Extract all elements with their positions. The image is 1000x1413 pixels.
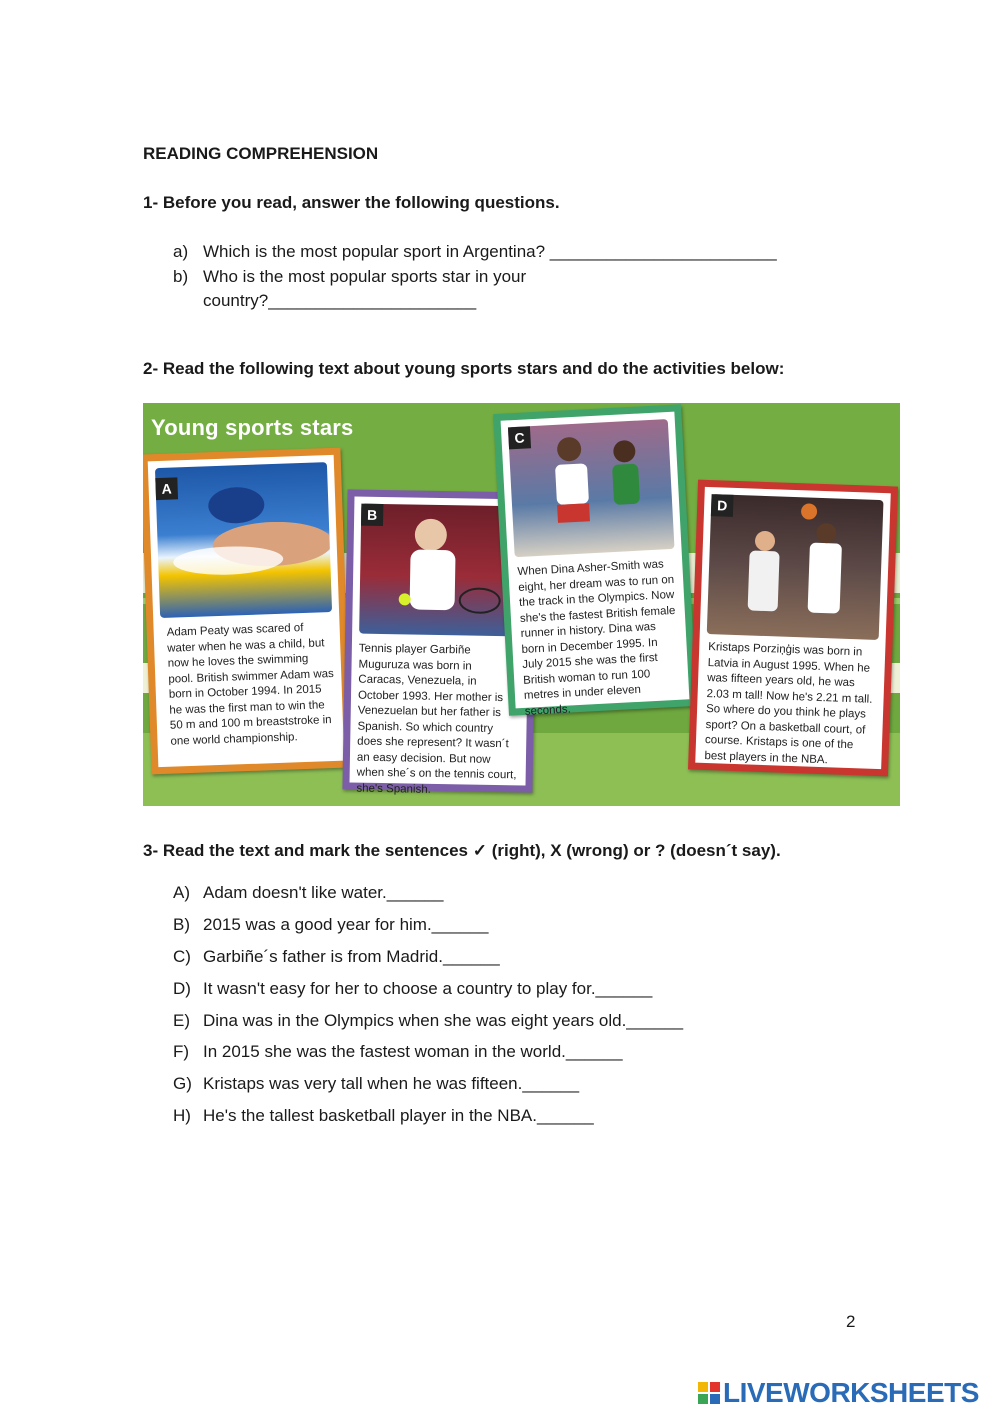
section2-title: 2- Read the following text about young sports stars and do the activities below: bbox=[143, 359, 785, 378]
page-number: 2 bbox=[846, 1312, 856, 1331]
statement-text: He's the tallest basketball player in the NBA.______ bbox=[203, 1106, 594, 1125]
section3-title: 3- Read the text and mark the sentences ✓ (right), X (wrong) or ? (doesn´t say). bbox=[143, 841, 781, 860]
card-text: Kristaps Porziņģis was born in Latvia in August 1995. When he was fifteen years old, he was 2.03 m tall! Now he's 2.21 m tall. So where do you think he plays sport? On a basketball court, of course. Kristaps is one of the best players in the NBA. bbox=[704, 641, 873, 766]
card-letter: B bbox=[361, 504, 383, 526]
statement-label: C) bbox=[173, 947, 191, 966]
runner-illustration bbox=[508, 419, 675, 557]
card-letter: A bbox=[155, 477, 178, 500]
statement-b bbox=[173, 915, 488, 935]
swimmer-illustration bbox=[155, 462, 332, 618]
card-a bbox=[143, 448, 352, 775]
question-b bbox=[173, 267, 526, 287]
basketball-illustration bbox=[707, 494, 884, 640]
statement-text: Kristaps was very tall when he was fifteen.______ bbox=[203, 1074, 580, 1093]
statement-text: 2015 was a good year for him.______ bbox=[203, 915, 489, 934]
statement-label: H) bbox=[173, 1106, 191, 1125]
young-sports-stars-banner bbox=[143, 403, 900, 806]
card-letter: D bbox=[711, 494, 734, 517]
statement-text: Adam doesn't like water.______ bbox=[203, 883, 444, 902]
statement-label: D) bbox=[173, 979, 191, 998]
statement-d bbox=[173, 979, 652, 999]
card-text: When Dina Asher-Smith was eight, her dream was to run on the track in the Olympics. Now she's the fastest British female runner in history. Dina was born in December 1995. In July 2015 she was the first British woman to run 100 metres in under eleven seconds. bbox=[517, 558, 676, 718]
statement-text: Garbiñe´s father is from Madrid.______ bbox=[203, 947, 500, 966]
statement-text: In 2015 she was the fastest woman in the world.______ bbox=[203, 1042, 623, 1061]
question-text: Who is the most popular sports star in your bbox=[203, 267, 527, 286]
liveworksheets-logo bbox=[698, 1378, 979, 1408]
statement-text: It wasn't easy for her to choose a country to play for.______ bbox=[203, 979, 653, 998]
basketball-photo bbox=[707, 494, 884, 640]
statement-label: B) bbox=[173, 915, 190, 934]
question-a bbox=[173, 242, 777, 262]
question-label: b) bbox=[173, 267, 189, 286]
section1-title: 1- Before you read, answer the following questions. bbox=[143, 193, 560, 212]
card-c bbox=[493, 404, 697, 718]
statement-label: E) bbox=[173, 1011, 190, 1030]
card-letter: C bbox=[508, 426, 531, 449]
logo-icon bbox=[698, 1382, 720, 1404]
statement-f bbox=[173, 1042, 623, 1062]
question-label: a) bbox=[173, 242, 189, 261]
statement-c bbox=[173, 947, 500, 967]
statement-text: Dina was in the Olympics when she was eight years old.______ bbox=[203, 1011, 684, 1030]
statement-h bbox=[173, 1106, 594, 1126]
logo-text: LIVEWORKSHEETS bbox=[723, 1377, 979, 1408]
page-heading: READING COMPREHENSION bbox=[143, 144, 379, 163]
statement-label: G) bbox=[173, 1074, 192, 1093]
card-text: Tennis player Garbiñe Muguruza was born in Caracas, Venezuela, in October 1993. Her mother is Venezuelan but her father is Spanish. So which country does she represent? It wasn´t an easy decision. But now when she´s on the tennis court, she's Spanish. bbox=[356, 642, 517, 796]
statement-g bbox=[173, 1074, 579, 1094]
card-d bbox=[688, 480, 898, 777]
statement-label: F) bbox=[173, 1042, 190, 1061]
runner-photo bbox=[508, 419, 675, 557]
banner-title: Young sports stars bbox=[151, 415, 354, 440]
swimmer-photo bbox=[155, 462, 332, 618]
question-b-continuation: country?______________________ bbox=[203, 291, 477, 310]
question-text: Which is the most popular sport in Argentina? ________________________ bbox=[203, 242, 777, 261]
statement-a bbox=[173, 883, 443, 903]
statement-label: A) bbox=[173, 883, 190, 902]
statement-e bbox=[173, 1011, 683, 1031]
card-text: Adam Peaty was scared of water when he was a child, but now he loves the swimming pool. British swimmer Adam was born in October 1994. In 2015 he was the first man to win the 50 m and 100 m breaststroke in one world championship. bbox=[166, 622, 334, 748]
